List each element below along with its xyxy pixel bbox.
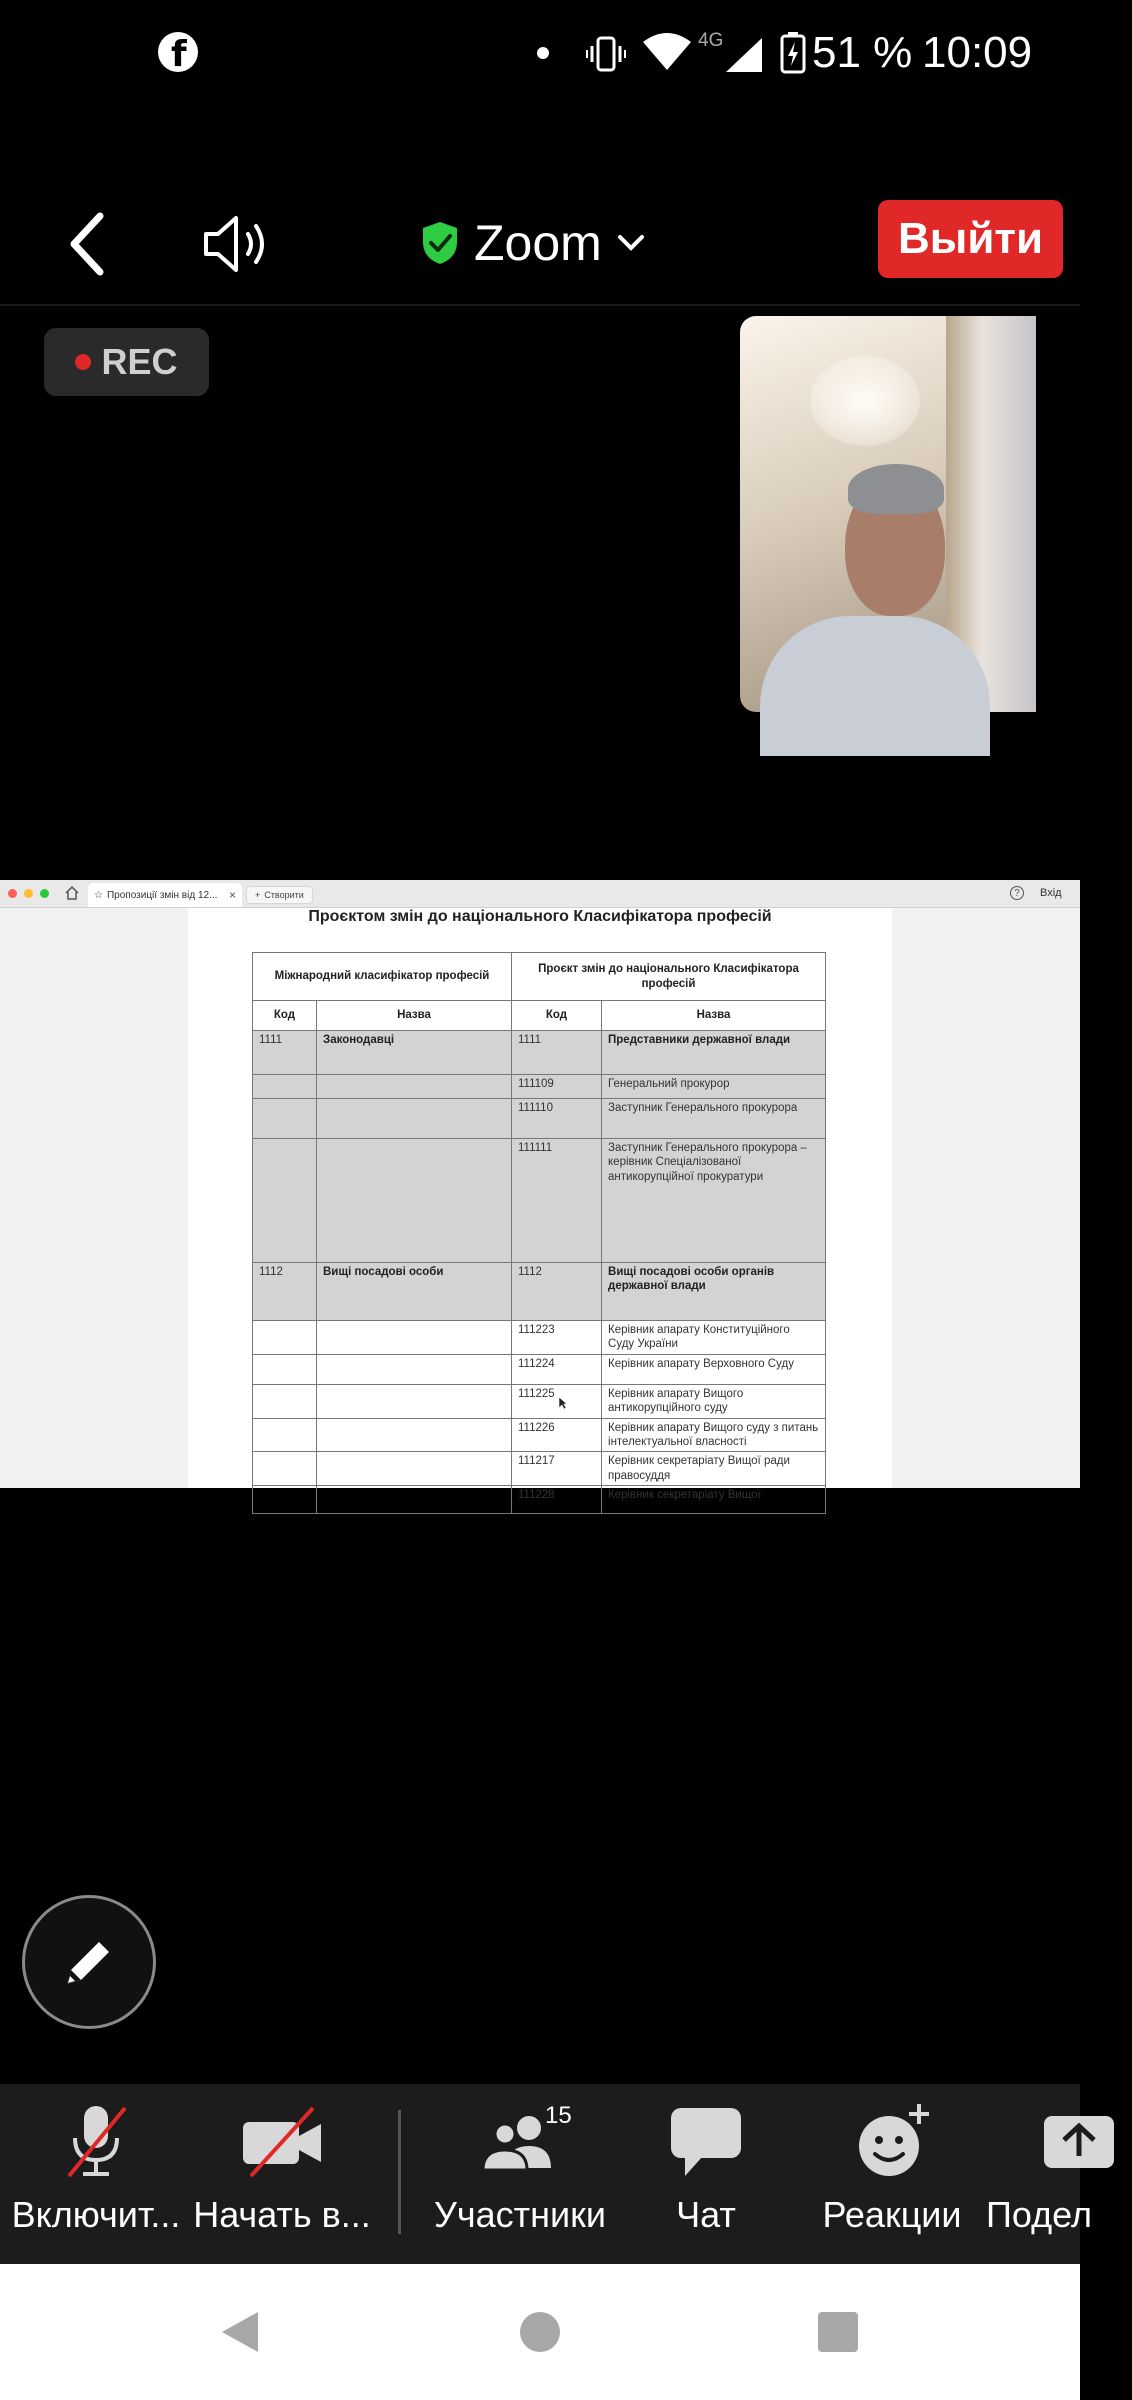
video-off-icon bbox=[237, 2102, 327, 2182]
meeting-title: Zoom bbox=[474, 215, 602, 271]
shared-screen[interactable] bbox=[0, 880, 1080, 1501]
close-icon: × bbox=[228, 888, 236, 902]
table-cell-name: Керівник апарату Верховного Суду bbox=[602, 1354, 826, 1384]
facebook-icon: f bbox=[158, 32, 198, 72]
table-header-code: Код bbox=[512, 1001, 602, 1031]
table-cell-name bbox=[317, 1099, 512, 1139]
meeting-title-dropdown[interactable] bbox=[420, 208, 646, 278]
table-row bbox=[253, 1354, 826, 1384]
meeting-top-bar bbox=[0, 190, 1080, 306]
plus-icon: + bbox=[255, 890, 261, 900]
table-cell-code: 111110 bbox=[512, 1099, 602, 1139]
table-cell-name: Заступник Генерального прокурора bbox=[602, 1099, 826, 1139]
star-icon: ☆ bbox=[94, 889, 103, 901]
table-row bbox=[253, 1263, 826, 1321]
share-button[interactable] bbox=[986, 2102, 1092, 2252]
table-cell-code: 111217 bbox=[512, 1452, 602, 1486]
pencil-icon bbox=[59, 1932, 119, 1992]
table-cell-code bbox=[253, 1139, 317, 1263]
table-cell-name: Генеральний прокурор bbox=[602, 1075, 826, 1099]
recording-badge bbox=[44, 328, 209, 396]
table-cell-code bbox=[253, 1486, 317, 1514]
table-cell-name: Керівник секретаріату Вищої bbox=[602, 1486, 826, 1514]
table-cell-name: Представники державної влади bbox=[602, 1031, 826, 1075]
table-cell-code: 1112 bbox=[253, 1263, 317, 1321]
table-cell-code: 1112 bbox=[512, 1263, 602, 1321]
clock: 10:09 bbox=[922, 28, 1033, 77]
table-cell-name: Вищі посадові особи органів державної влади bbox=[602, 1263, 826, 1321]
table-row bbox=[253, 1452, 826, 1486]
chevron-down-icon bbox=[616, 233, 646, 253]
table-cell-code bbox=[253, 1418, 317, 1452]
table-row bbox=[253, 1321, 826, 1355]
table-cell-name: Керівник апарату Вищого суду з питань інтелектуальної власності bbox=[602, 1418, 826, 1452]
table-header-right-group: Проєкт змін до національного Класифікатора професій bbox=[512, 953, 826, 1001]
table-cell-code bbox=[253, 1099, 317, 1139]
participant-video-thumbnail[interactable] bbox=[740, 316, 1036, 712]
table-cell-code bbox=[253, 1384, 317, 1418]
table-cell-name bbox=[317, 1452, 512, 1486]
share-screen-icon bbox=[1042, 2102, 1132, 2182]
leave-button[interactable]: Выйти bbox=[878, 200, 1063, 278]
table-cell-name: Законодавці bbox=[317, 1031, 512, 1075]
chat-button[interactable] bbox=[616, 2102, 796, 2252]
annotate-button[interactable] bbox=[22, 1895, 156, 2029]
chat-label: Чат bbox=[676, 2194, 736, 2235]
vibrate-icon bbox=[586, 36, 626, 72]
table-header-code: Код bbox=[253, 1001, 317, 1031]
unmute-button[interactable] bbox=[6, 2102, 186, 2252]
table-row bbox=[253, 1031, 826, 1075]
table-cell-name bbox=[317, 1418, 512, 1452]
reactions-label: Реакции bbox=[822, 2194, 962, 2235]
table-cell-code: 1111 bbox=[512, 1031, 602, 1075]
shield-check-icon bbox=[420, 220, 460, 266]
table-cell-name: Заступник Генерального прокурора – керівник Спеціалізованої антикорупційної прокуратури bbox=[602, 1139, 826, 1263]
table-cell-code bbox=[253, 1075, 317, 1099]
table-header-name: Назва bbox=[602, 1001, 826, 1031]
login-link: Вхід bbox=[1040, 887, 1062, 899]
share-label: Подел bbox=[986, 2194, 1092, 2235]
table-header-left-group: Міжнародний класифікатор професій bbox=[253, 953, 512, 1001]
nav-home-icon[interactable] bbox=[520, 2312, 560, 2352]
microphone-muted-icon bbox=[51, 2102, 141, 2182]
table-cell-code: 111111 bbox=[512, 1139, 602, 1263]
table-cell-name bbox=[317, 1139, 512, 1263]
help-icon: ? bbox=[1010, 886, 1024, 900]
table-cell-name: Керівник апарату Вищого антикорупційного суду bbox=[602, 1384, 826, 1418]
participants-count: 15 bbox=[545, 2102, 572, 2129]
status-bar bbox=[0, 0, 1080, 110]
smiley-plus-icon bbox=[847, 2102, 937, 2182]
notification-dot-icon bbox=[537, 47, 549, 59]
meeting-toolbar bbox=[0, 2084, 1092, 2264]
battery-icon bbox=[780, 32, 806, 74]
table-cell-name bbox=[317, 1075, 512, 1099]
reactions-button[interactable] bbox=[802, 2102, 982, 2252]
nav-recents-icon[interactable] bbox=[818, 2312, 858, 2352]
table-cell-code: 1111 bbox=[253, 1031, 317, 1075]
start-video-button[interactable] bbox=[192, 2102, 372, 2252]
table-cell-code: 111223 bbox=[512, 1321, 602, 1355]
table-cell-name: Керівник секретаріату Вищої ради правосуддя bbox=[602, 1452, 826, 1486]
table-cell-code: 111224 bbox=[512, 1354, 602, 1384]
create-button: + Створити bbox=[246, 886, 313, 904]
window-close-icon bbox=[8, 889, 17, 898]
unmute-label: Включит... bbox=[11, 2194, 181, 2235]
mouse-cursor-icon bbox=[558, 1396, 568, 1410]
document-title: Проєктом змін до національного Класифікатора професій bbox=[308, 908, 772, 925]
table-cell-name bbox=[317, 1321, 512, 1355]
table-row bbox=[253, 1384, 826, 1418]
table-cell-code: 111109 bbox=[512, 1075, 602, 1099]
home-icon bbox=[64, 885, 80, 901]
window-minimize-icon bbox=[24, 889, 33, 898]
browser-tab-title: Пропозиції змін від 12... bbox=[106, 889, 218, 901]
classifier-table bbox=[252, 952, 826, 1514]
table-cell-name: Керівник апарату Конституційного Суду України bbox=[602, 1321, 826, 1355]
table-row bbox=[253, 1418, 826, 1452]
nav-back-icon[interactable] bbox=[218, 2308, 262, 2356]
table-cell-code bbox=[253, 1354, 317, 1384]
participants-button[interactable] bbox=[430, 2102, 610, 2252]
table-row bbox=[253, 1139, 826, 1263]
table-cell-code bbox=[253, 1321, 317, 1355]
recording-label: REC bbox=[101, 341, 178, 382]
table-row bbox=[253, 1486, 826, 1514]
table-cell-code: 111228 bbox=[512, 1486, 602, 1514]
table-cell-name bbox=[317, 1354, 512, 1384]
participants-label: Участники bbox=[434, 2194, 606, 2235]
document-page bbox=[188, 908, 892, 1501]
table-row bbox=[253, 1075, 826, 1099]
start-video-label: Начать в... bbox=[193, 2194, 371, 2235]
table-row bbox=[253, 1099, 826, 1139]
wifi-icon bbox=[642, 32, 692, 72]
chat-bubble-icon bbox=[661, 2102, 751, 2182]
table-header-name: Назва bbox=[317, 1001, 512, 1031]
table-cell-name bbox=[317, 1384, 512, 1418]
toolbar-separator bbox=[398, 2110, 401, 2234]
system-nav-bar bbox=[0, 2264, 1080, 2400]
record-dot-icon bbox=[75, 354, 91, 370]
shared-browser-bar bbox=[0, 880, 1080, 908]
back-chevron-icon[interactable] bbox=[60, 204, 120, 284]
signal-icon bbox=[724, 36, 764, 74]
table-cell-code: 111225 bbox=[512, 1384, 602, 1418]
speaker-icon[interactable] bbox=[200, 212, 280, 276]
table-cell-code bbox=[253, 1452, 317, 1486]
table-cell-name bbox=[317, 1486, 512, 1514]
table-cell-name: Вищі посадові особи bbox=[317, 1263, 512, 1321]
browser-tab bbox=[88, 883, 242, 907]
window-maximize-icon bbox=[40, 889, 49, 898]
battery-percent: 51 % bbox=[812, 28, 913, 77]
table-cell-code: 111226 bbox=[512, 1418, 602, 1452]
network-type: 4G bbox=[698, 30, 724, 51]
